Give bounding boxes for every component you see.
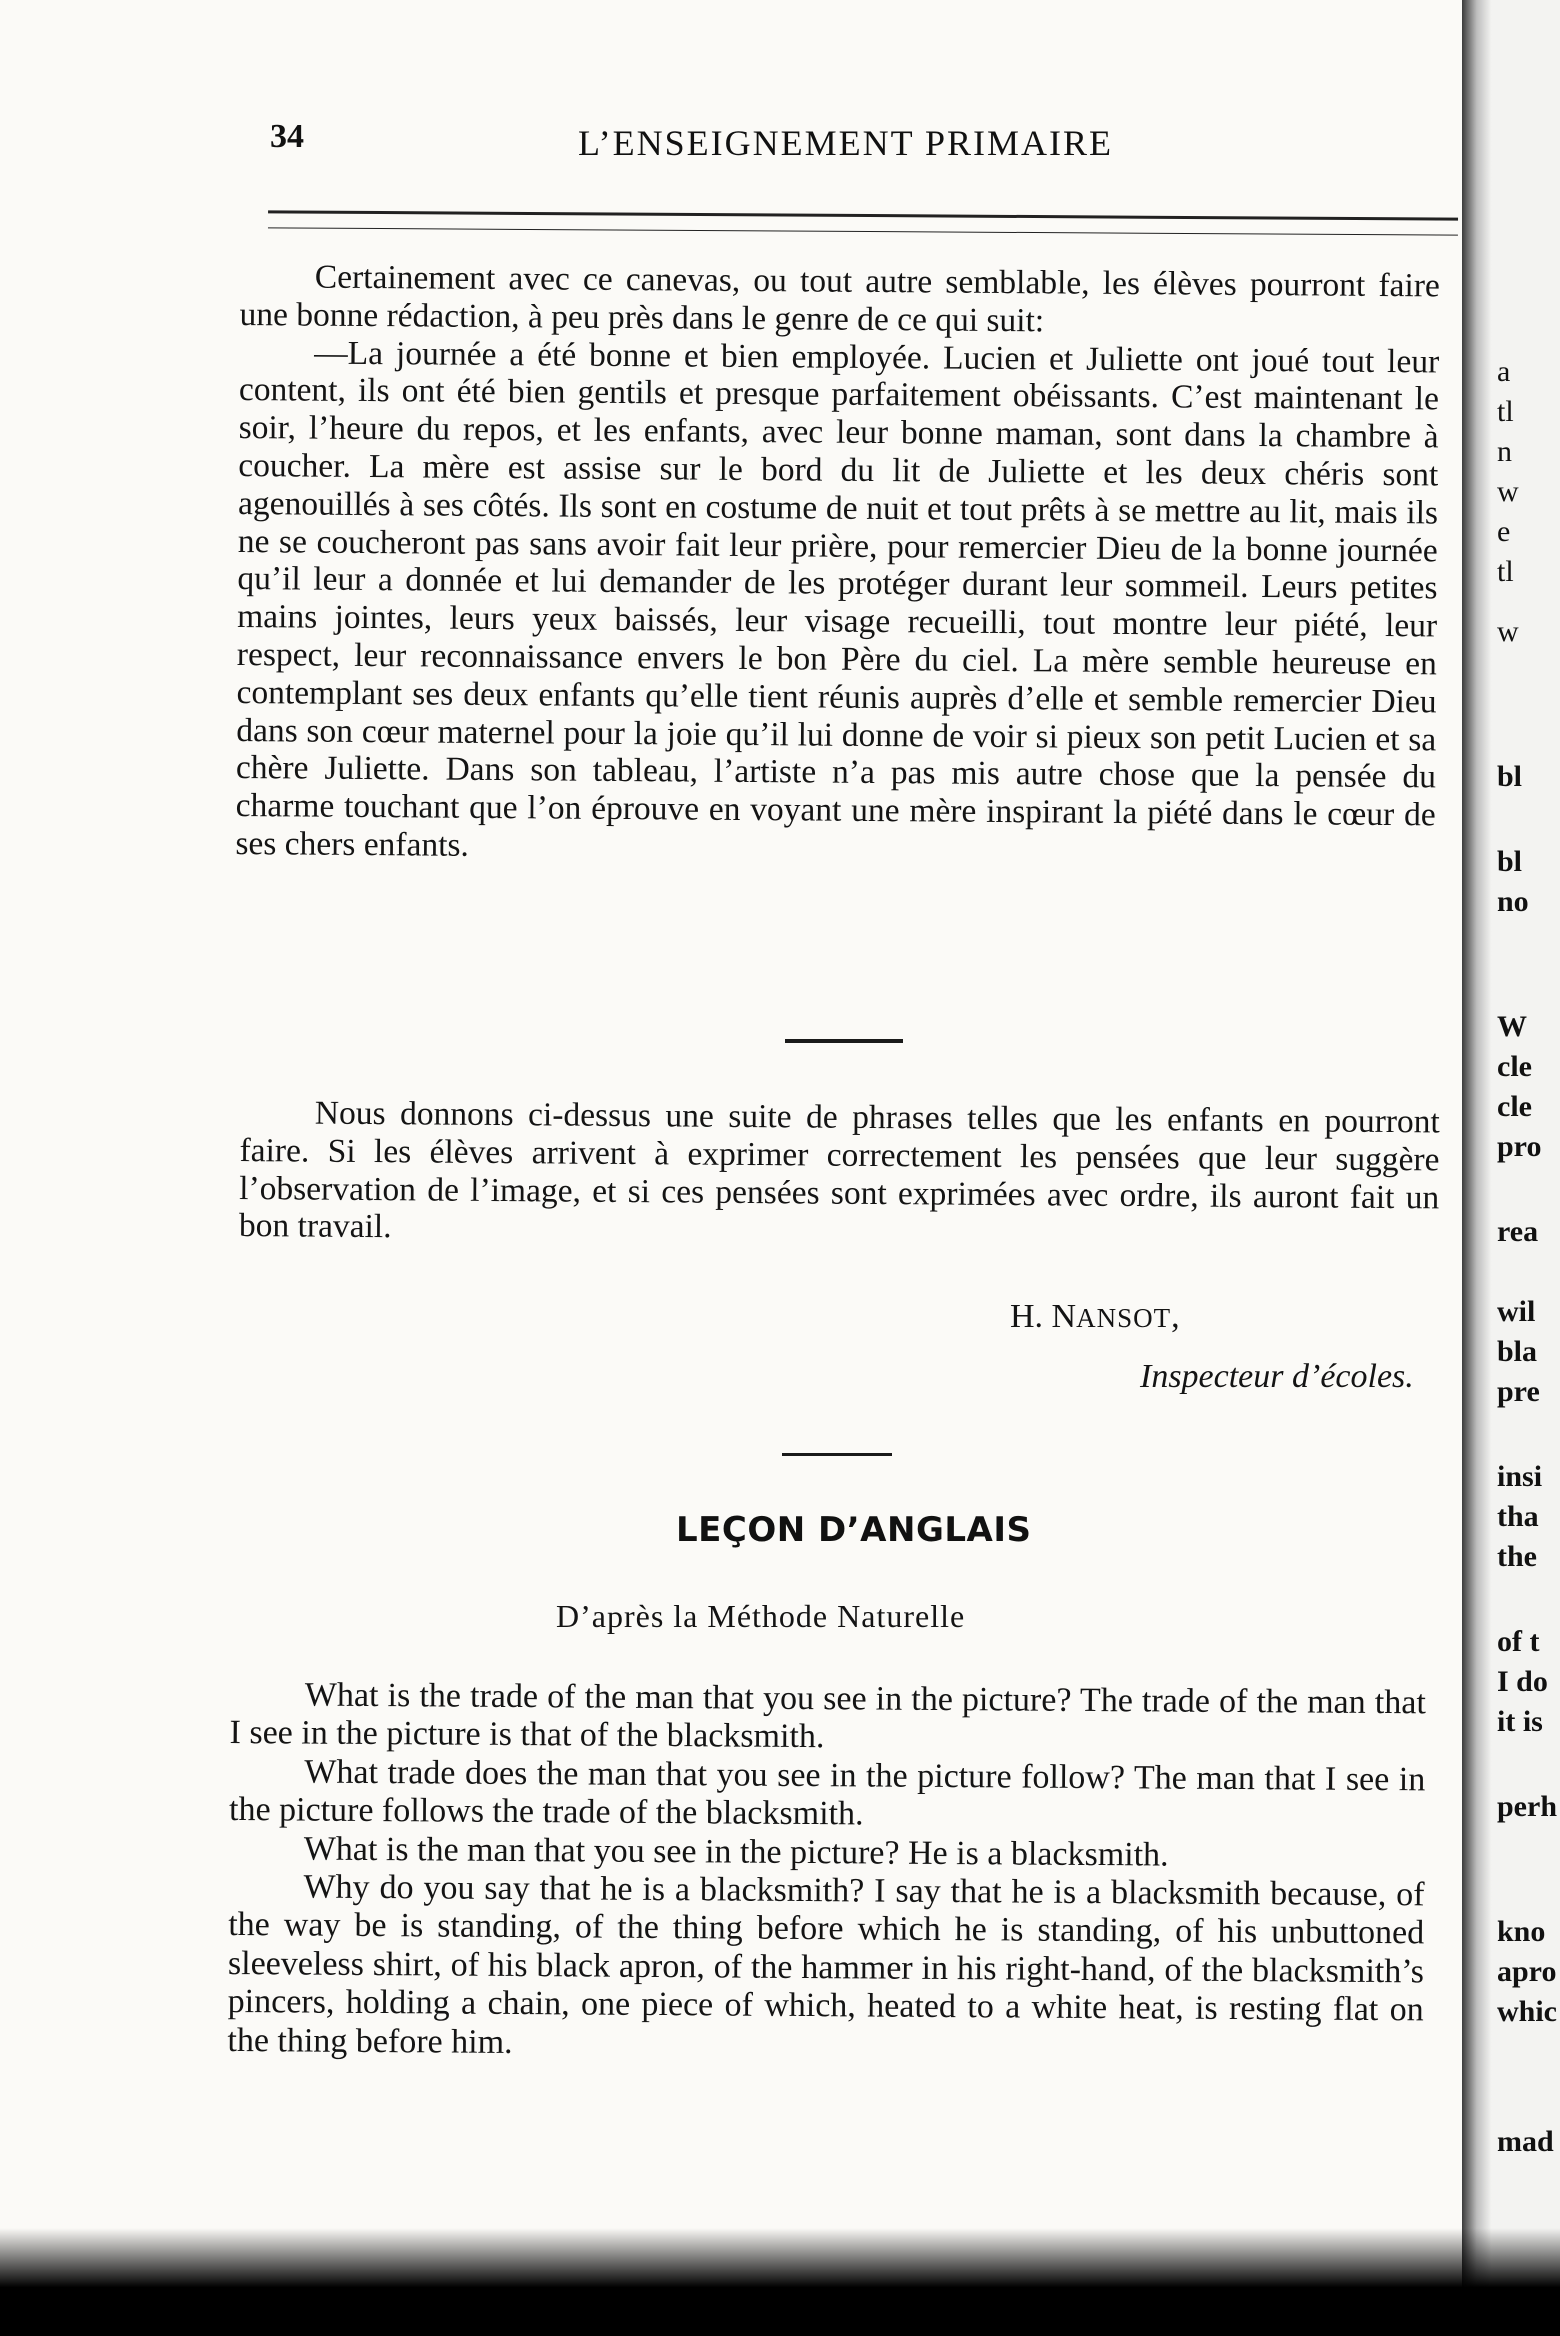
- facing-page-fragment: insi: [1497, 1460, 1543, 1493]
- lesson-paragraph: What is the trade of the man that you see in the picture? The trade of the man that I see in the picture is that of the blacksmith.: [229, 1676, 1426, 1756]
- facing-page-fragment: a: [1497, 355, 1511, 388]
- facing-page-fragment: of t: [1497, 1625, 1540, 1658]
- page-number: 34: [270, 118, 304, 155]
- facing-page-fragment: wil: [1497, 1295, 1536, 1328]
- facing-page-fragment: bla: [1497, 1335, 1538, 1368]
- facing-page-fragment: cle: [1497, 1090, 1532, 1123]
- french-conclusion: [239, 1094, 1440, 1255]
- facing-page-fragment: tl: [1497, 555, 1514, 588]
- facing-page-fragment: no: [1497, 885, 1529, 918]
- facing-page-fragment: whic: [1497, 1995, 1557, 2028]
- lesson-subtitle: D’après la Méthode Naturelle: [556, 1598, 966, 1634]
- facing-page-fragment: bl: [1497, 760, 1523, 793]
- facing-page-fragment: n: [1497, 435, 1512, 468]
- facing-page-fragment: I do: [1497, 1665, 1548, 1698]
- facing-page-fragment: the: [1497, 1540, 1537, 1573]
- facing-page-fragment: kno: [1497, 1915, 1546, 1948]
- lesson-paragraph: Why do you say that he is a blacksmith? I say that he is a blacksmith because, of the way be is standing, of the thing before which he is standing, of his unbuttoned sleeveless shirt, of his black apron, of the hammer in his right-hand, of the blacksmith’s pincers, holding a chain, one piece of which, heated to a white heat, is resting flat on the thing before him.: [227, 1868, 1425, 2061]
- facing-page-fragment: bl: [1497, 845, 1523, 878]
- french-composition: [235, 258, 1440, 872]
- facing-page-fragment: w: [1497, 475, 1519, 508]
- running-title: L’ENSEIGNEMENT PRIMAIRE: [578, 123, 1114, 163]
- lesson-paragraph: What is the man that you see in the picture? He is a blacksmith.: [303, 1830, 1169, 1874]
- paragraph-composition: —La journée a été bonne et bien employée. Lucien et Juliette ont joué tout leur content, ils ont été bien gentils et presque parfaitement obéissants. C’est maintenant le soir, l’heure du repos, et les enfants, avec leur bonne maman, sont dans la chambre à coucher. La mère est assise sur le bord du lit de Juliette et les deux chéris sont agenouillés à ses côtés. Ils sont en costume de nuit et tout prêts à se mettre au lit, mais ils ne se coucheront pas sans avoir fait leur prière, pour remercier Dieu de la bonne journée qu’il leur a donnée et lui demander de les protéger durant leur sommeil. Leurs petites mains jointes, leurs yeux baissés, leur visage recueilli, tout montre leur piété, leur respect, leur reconnaissance envers le bon Père du ciel. La mère semble heureuse en contemplant ses deux enfants qu’elle tient réunis auprès d’elle et semble remercier Dieu dans son cœur maternel pour la joie qu’il lui donne de voir si pieux son petit Lucien et sa chère Juliette. Dans son tableau, l’artiste n’a pas mis autre chose que la pensée du charme touchant que l’on éprouve en voyant une mère inspirant la piété dans le cœur de ses chers enfants.: [235, 334, 1440, 864]
- author-title: Inspecteur d’écoles.: [1140, 1358, 1414, 1395]
- facing-page-edge: [1462, 0, 1560, 2336]
- facing-page-fragment: e: [1497, 515, 1511, 548]
- lesson-title: LEÇON D’ANGLAIS: [676, 1510, 1032, 1550]
- author-signature: [1010, 1298, 1180, 1336]
- paragraph-intro: Certainement avec ce canevas, ou tout autre semblable, les élèves pourront faire une bonne rédaction, à peu près dans le genre de ce qui suit:: [239, 258, 1440, 340]
- paragraph-conclusion: Nous donnons ci-dessus une suite de phrases telles que les enfants en pourront faire. Si les élèves arrivent à exprimer correctement les pensées que leur suggère l’observation de l’image, et si ces pensées sont exprimées avec ordre, ils auront fait un bon travail.: [238, 1094, 1440, 1246]
- facing-page-fragment: pre: [1497, 1375, 1540, 1408]
- author-name: H. NANSOT,: [1010, 1298, 1180, 1335]
- page-header: [270, 118, 1460, 178]
- facing-page-fragment: perh: [1497, 1790, 1557, 1823]
- facing-page-fragment: apro: [1497, 1955, 1557, 1988]
- lesson-paragraph: What trade does the man that you see in the picture follow? The man that I see in the picture follows the trade of the blacksmith.: [228, 1753, 1426, 1833]
- facing-page-fragment: it is: [1497, 1705, 1543, 1738]
- facing-page-fragment: tl: [1497, 395, 1514, 428]
- section-divider: [785, 1039, 903, 1043]
- facing-page-fragment: tha: [1497, 1500, 1539, 1533]
- facing-page-fragment: pro: [1497, 1130, 1542, 1163]
- facing-page-fragment: W: [1497, 1010, 1527, 1043]
- facing-page-fragment: mad: [1497, 2125, 1554, 2158]
- facing-page-fragment: w: [1497, 615, 1519, 648]
- scan-bottom-shadow: [0, 2228, 1560, 2336]
- english-lesson: [227, 1676, 1426, 2068]
- section-divider: [782, 1453, 892, 1456]
- facing-page-fragment: cle: [1497, 1050, 1532, 1083]
- header-double-rule: [268, 210, 1458, 235]
- facing-page-fragment: rea: [1497, 1215, 1539, 1248]
